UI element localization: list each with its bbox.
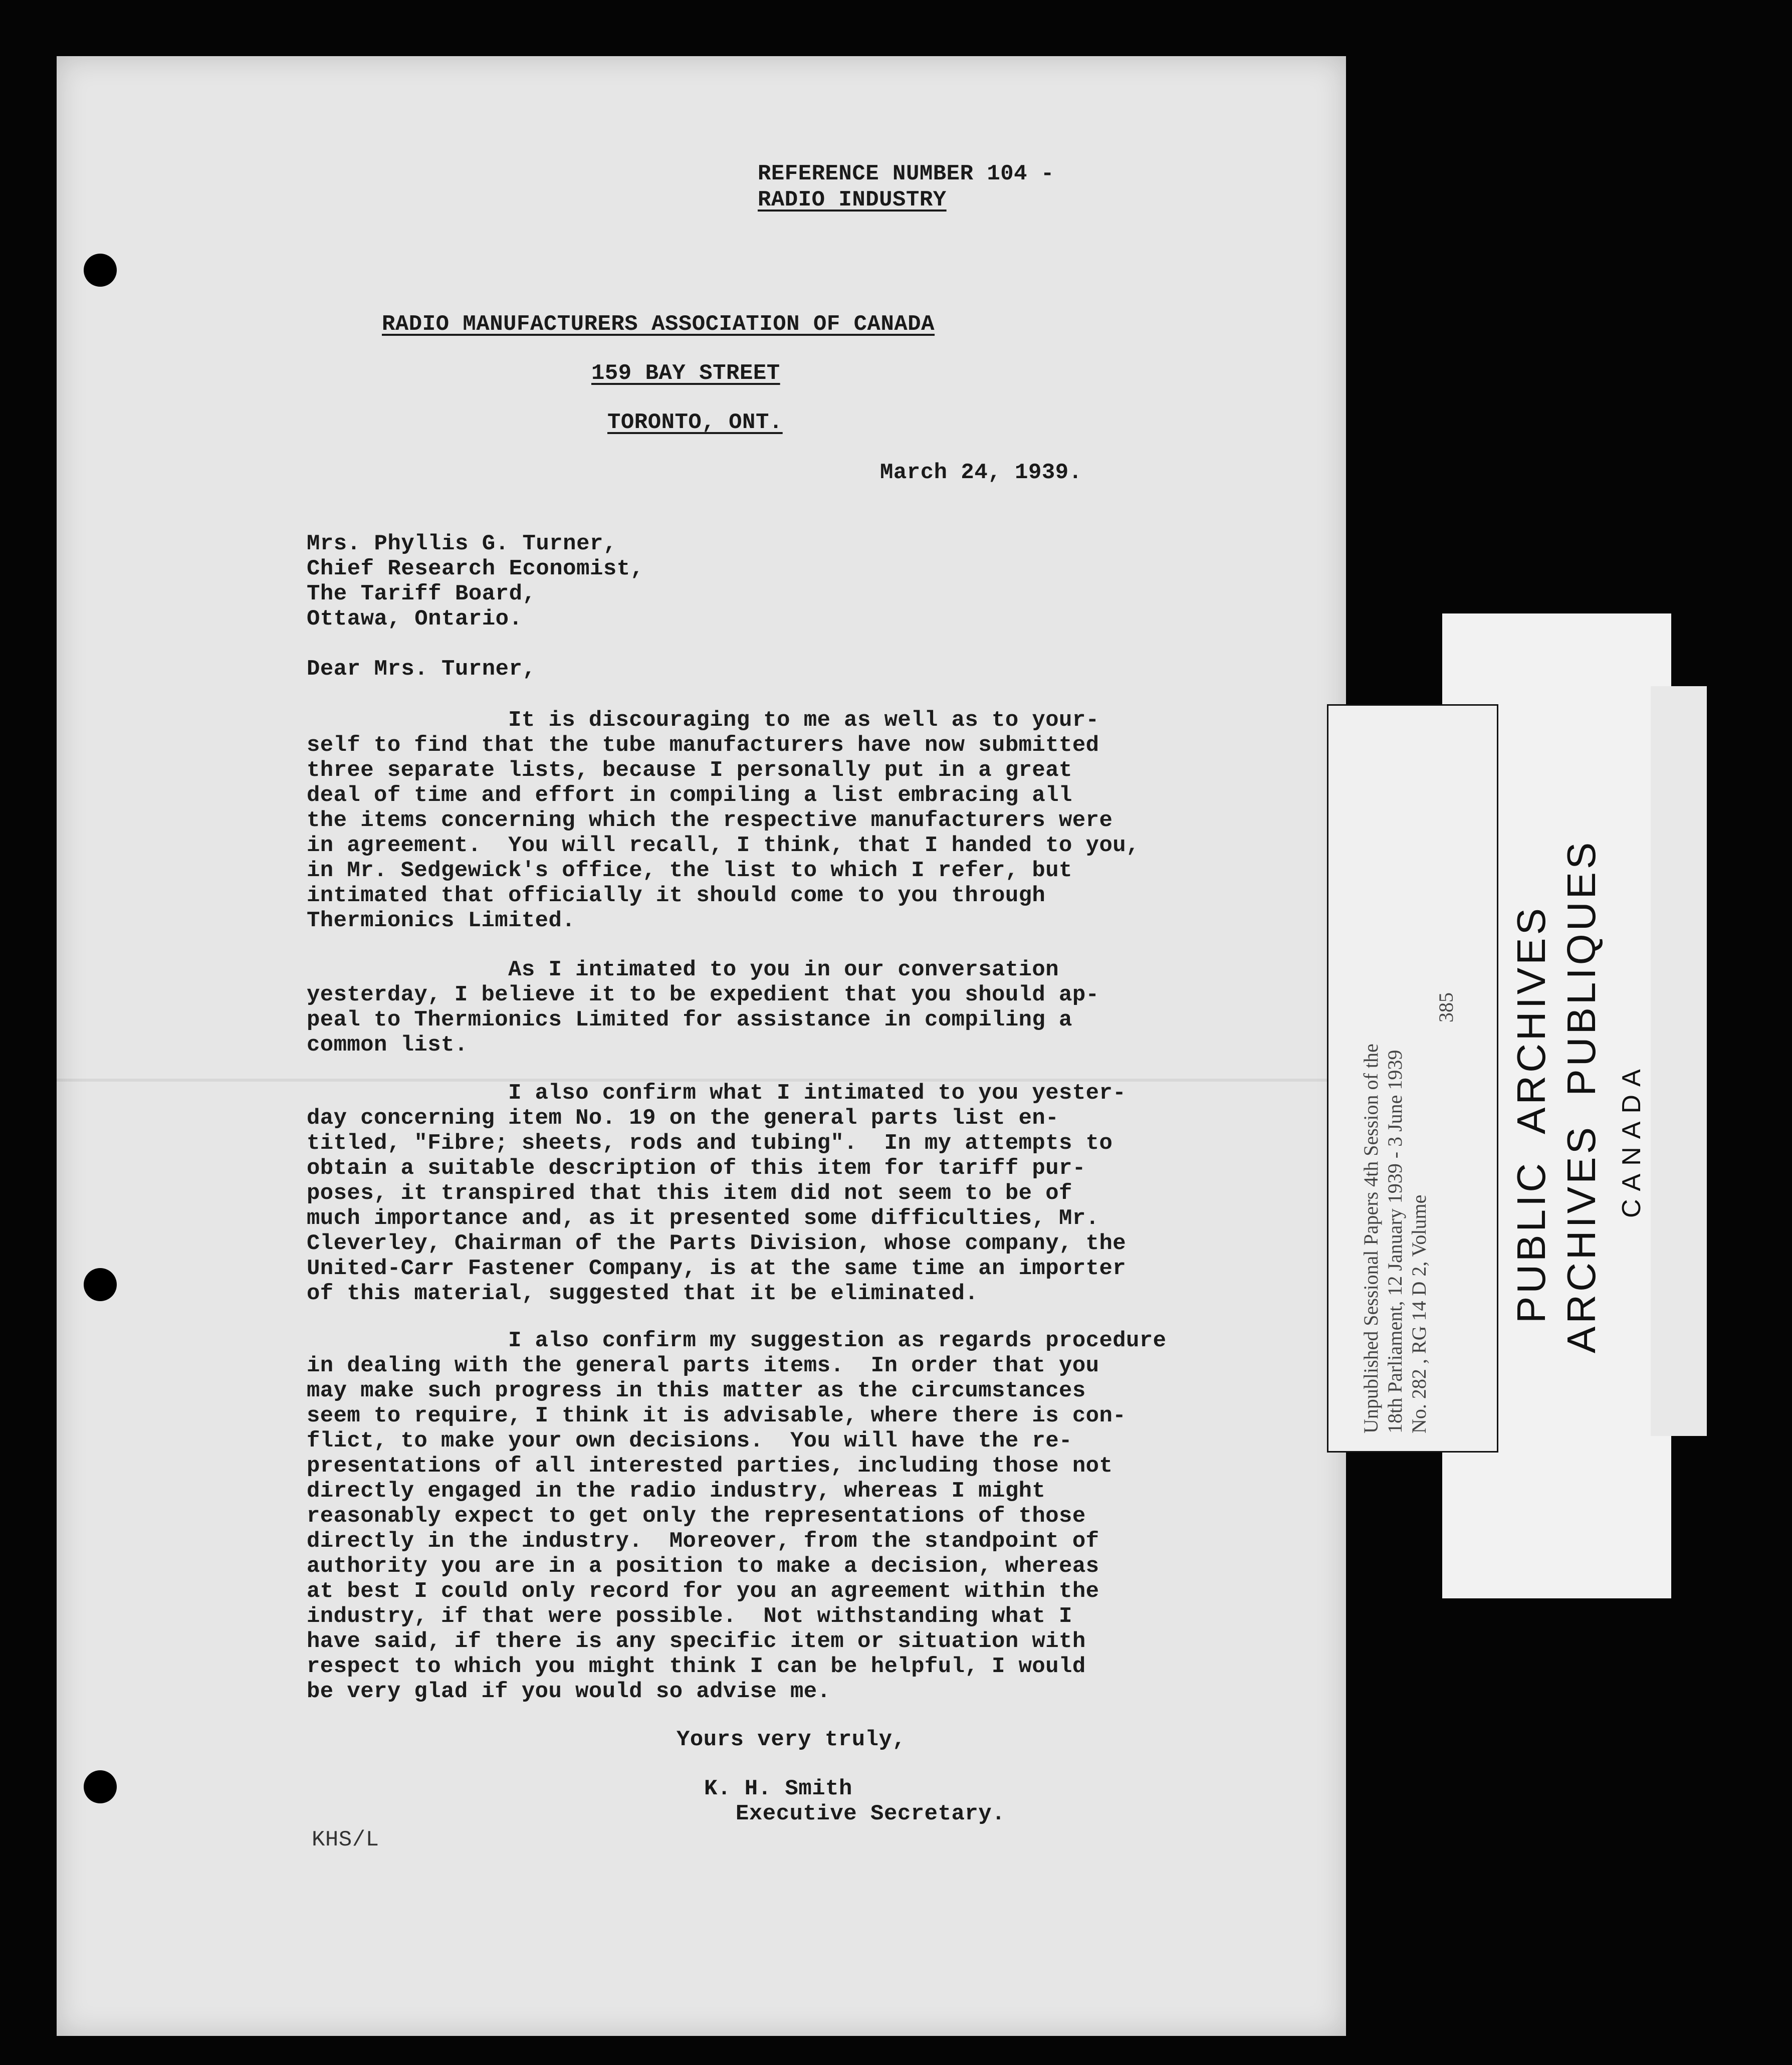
addressee-line: The Tariff Board, <box>307 581 536 606</box>
letter-date: March 24, 1939. <box>880 460 1082 485</box>
paragraph: As I intimated to you in our conversation yesterday, I believe it to be expedient that you should ap- peal to Thermionics Limited for assistance in compiling a common list. <box>307 957 1099 1058</box>
addressee-line: Ottawa, Ontario. <box>307 606 523 632</box>
reference-number: REFERENCE NUMBER 104 - <box>758 161 1054 186</box>
archive-label-line: Unpublished Sessional Papers 4th Session of the <box>1360 1044 1382 1433</box>
reference-industry: RADIO INDUSTRY <box>758 187 947 213</box>
archive-label-volume: 385 <box>1435 992 1457 1022</box>
archive-label-line: No. 282 , RG 14 D 2, Volume <box>1408 1194 1430 1433</box>
typist-initials: KHS/L <box>312 1827 379 1852</box>
archive-stamp-fr: ARCHIVES PUBLIQUES <box>1559 839 1604 1353</box>
signer-title: Executive Secretary. <box>736 1801 1006 1826</box>
archive-stamp-country: CANADA <box>1617 1061 1646 1218</box>
addressee-line: Mrs. Phyllis G. Turner, <box>307 531 617 556</box>
archive-tag-edge <box>1651 686 1707 1436</box>
paragraph: I also confirm my suggestion as regards procedure in dealing with the general parts items. In order that you may make such progress in this matter as the circumstances seem to require, I think it is advisable, where there is con- flict, to make your own decisions. You will have the re- presentations of all interested parties, including those not directly engaged in the radio industry, whereas I might reasonably expect to get only the representations of those directly in the industry. Moreover, from the standpoint of authority you are in a position to make a decision, whereas at best I could only record for you an agreement within the industry, if that were possible. Not withstanding what I have said, if there is any specific item or situation with respect to which you might think I can be helpful, I would be very glad if you would so advise me. <box>307 1328 1167 1704</box>
letterhead-street: 159 BAY STREET <box>591 361 780 386</box>
signer-name: K. H. Smith <box>704 1776 852 1801</box>
binder-hole-bottom <box>84 1770 117 1803</box>
letterhead-org: RADIO MANUFACTURERS ASSOCIATION OF CANADA <box>382 312 935 337</box>
addressee-line: Chief Research Economist, <box>307 556 644 581</box>
letterhead-city: TORONTO, ONT. <box>607 410 783 435</box>
closing: Yours very truly, <box>677 1727 906 1752</box>
paragraph: I also confirm what I intimated to you yester- day concerning item No. 19 on the general parts list en- titled, "Fibre; sheets, rods and tubing". In my attempts to obtain a suitable description of this item for tariff pur- poses, it transpired that this item did not seem to be of much importance and, as it presented some difficulties, Mr. Cleverley, Chairman of the Parts Division, whose company, the United-Carr Fastener Company, is at the same time an importer of this material, suggested that it be eliminated. <box>307 1081 1127 1306</box>
paragraph: It is discouraging to me as well as to your- self to find that the tube manufacturers have now submitted three separate lists, because I personally put in a great deal of time and effort in compiling a list embracing all the items concerning which the respective manufacturers were in agreement. You will recall, I think, that I handed to you, in Mr. Sedgewick's office, the list to which I refer, but intimated that officially it should come to you through Thermionics Limited. <box>307 708 1140 933</box>
binder-hole-top <box>84 254 117 287</box>
binder-hole-middle <box>84 1268 117 1301</box>
salutation: Dear Mrs. Turner, <box>307 657 536 682</box>
archive-label-line: 18th Parliament, 12 January 1939 - 3 June 1939 <box>1384 1050 1406 1433</box>
archive-stamp-en: PUBLIC ARCHIVES <box>1509 905 1553 1323</box>
